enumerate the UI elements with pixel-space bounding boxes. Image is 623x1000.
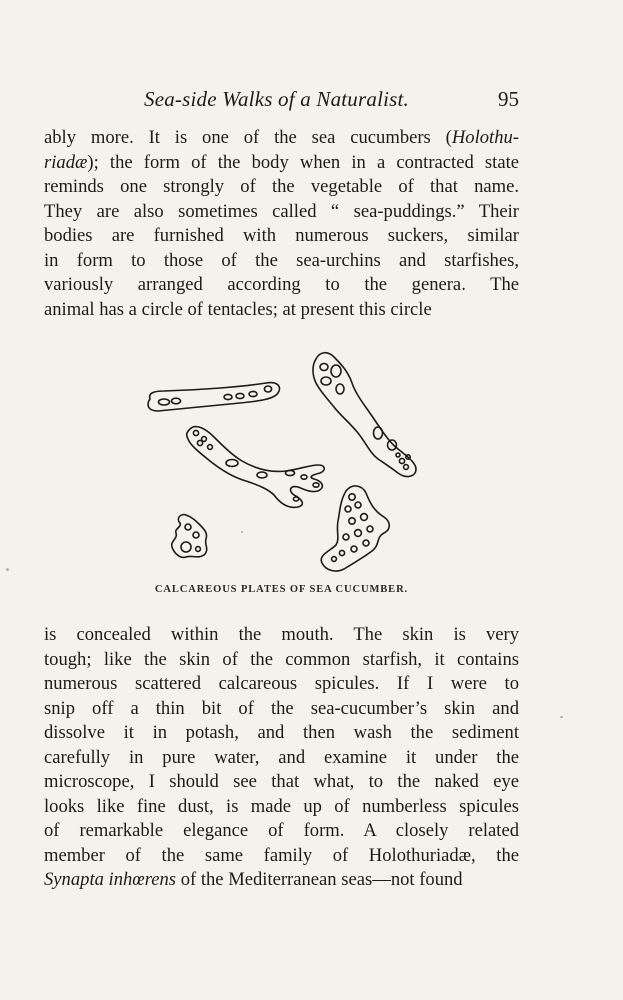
text-segment: numerous scattered calcareous spicules. If I were to xyxy=(44,673,519,694)
page-number: 95 xyxy=(498,87,519,111)
text-line xyxy=(44,648,519,673)
page-speck xyxy=(6,568,9,571)
text-line xyxy=(44,795,519,820)
text-segment: of the Mediterranean seas—not found xyxy=(176,869,463,890)
text-line xyxy=(44,721,519,746)
text-segment: is concealed within the mouth. The skin is very xyxy=(44,624,519,645)
text-segment: microscope, I should see that what, to the naked eye xyxy=(44,771,519,792)
plate-3 xyxy=(187,427,325,508)
text-segment: variously arranged according to the genera. The xyxy=(44,274,519,295)
paragraph-after-figure xyxy=(44,623,519,893)
text-line xyxy=(44,746,519,771)
text-segment: tough; like the skin of the common starfish, it contains xyxy=(44,648,519,670)
italic-text: Holothu- xyxy=(451,127,519,148)
text-line xyxy=(44,697,519,722)
text-segment: dissolve it in potash, and then wash the sediment xyxy=(44,722,519,743)
running-title: Sea-side Walks of a Naturalist. xyxy=(144,87,410,111)
text-segment: animal has a circle of tentacles; at present this circle xyxy=(44,298,432,320)
page-header xyxy=(44,87,519,117)
plate-1 xyxy=(148,383,279,411)
text-segment: member of the same family of Holothuriadæ, the xyxy=(44,844,519,866)
paragraph-before-figure xyxy=(44,126,519,322)
text-line xyxy=(44,273,519,298)
text-segment: snip off a thin bit of the sea-cucumber’s skin and xyxy=(44,697,519,719)
text-line xyxy=(44,151,519,176)
text-line xyxy=(44,298,519,323)
text-line xyxy=(44,770,519,795)
text-segment: bodies are furnished with numerous suckers, similar xyxy=(44,225,519,246)
text-line xyxy=(44,175,519,200)
text-line xyxy=(44,868,519,893)
text-segment: looks like fine dust, is made up of numberless spicules xyxy=(44,795,519,817)
text-line xyxy=(44,224,519,249)
text-line xyxy=(44,623,519,648)
text-segment: ); the form of the body when in a contracted state xyxy=(87,151,519,173)
page-speck xyxy=(560,716,563,718)
text-line xyxy=(44,249,519,274)
text-segment: reminds one strongly of the vegetable of that name. xyxy=(44,176,519,197)
text-line xyxy=(44,200,519,225)
calcareous-plates-illustration xyxy=(140,345,430,580)
text-segment: in form to those of the sea-urchins and starfishes, xyxy=(44,249,519,271)
page-speck xyxy=(241,531,243,533)
plate-4 xyxy=(172,515,207,558)
plate-2 xyxy=(313,353,416,477)
text-segment: They are also sometimes called “ sea-puddings.” Their xyxy=(44,200,519,222)
plate-5 xyxy=(321,486,389,571)
italic-text: Synapta inhœrens xyxy=(44,869,177,890)
figure-caption: CALCAREOUS PLATES OF SEA CUCUMBER. xyxy=(154,584,409,595)
text-segment: of remarkable elegance of form. A closely related xyxy=(44,820,519,841)
text-segment: ably more. It is one of the sea cucumbers ( xyxy=(44,127,452,148)
text-line xyxy=(44,844,519,869)
text-line xyxy=(44,819,519,844)
text-segment: carefully in pure water, and examine it under the xyxy=(44,746,519,768)
italic-text: riadæ xyxy=(44,151,88,173)
text-line xyxy=(44,672,519,697)
text-line xyxy=(44,126,519,151)
